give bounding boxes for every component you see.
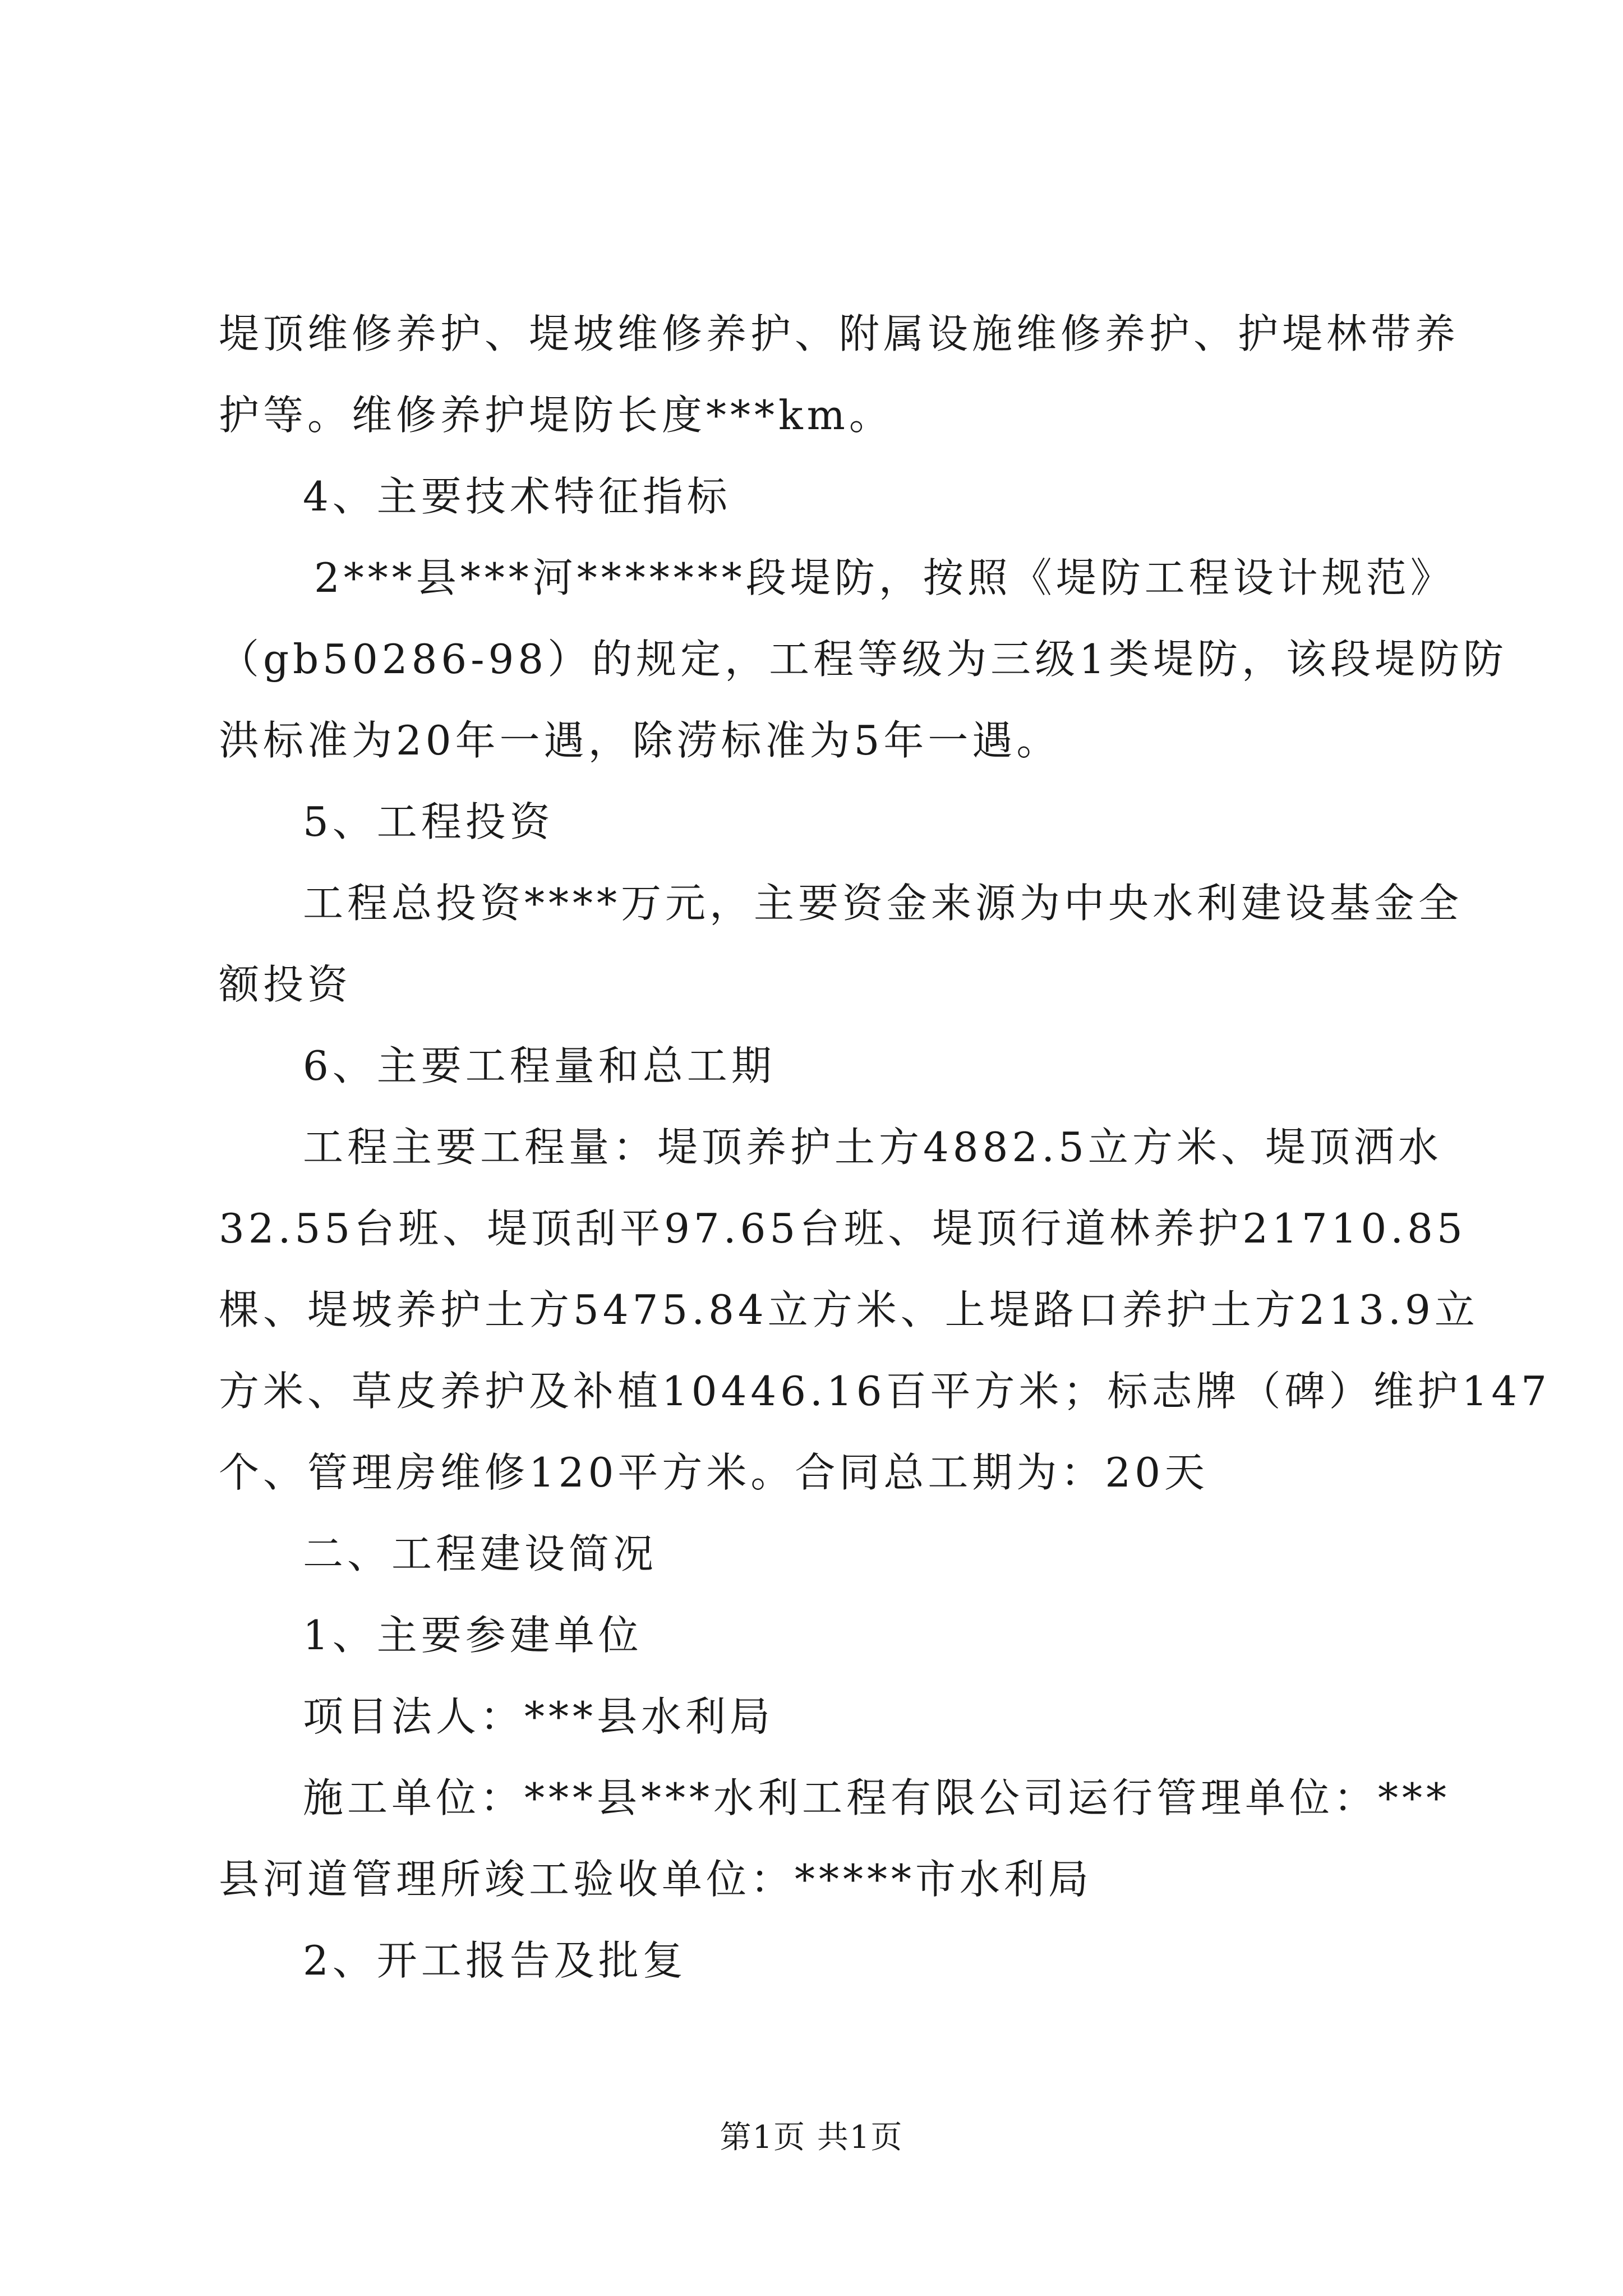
page-number-footer: 第1页 共1页 [720,2119,903,2156]
body-text-line: 棵、堤坡养护土方5475.84立方米、上堤路口养护土方213.9立 [219,1286,1479,1333]
body-text-line: 个、管理房维修120平方米。合同总工期为：20天 [219,1449,1209,1496]
section-heading: 1、主要参建单位 [303,1612,643,1659]
body-text-line: 32.55台班、堤顶刮平97.65台班、堤顶行道林养护21710.85 [219,1205,1467,1252]
body-text-line: 县河道管理所竣工验收单位：*****市水利局 [219,1856,1093,1903]
body-text-line: （gb50286-98）的规定，工程等级为三级1类堤防，该段堤防防 [219,636,1507,683]
body-text-line: 工程总投资****万元，主要资金来源为中央水利建设基金全 [303,880,1463,927]
body-text-line: 洪标准为20年一遇，除涝标准为5年一遇。 [219,717,1061,764]
body-text-line: 施工单位：***县***水利工程有限公司运行管理单位：*** [303,1774,1451,1821]
body-text-line: 护等。维修养护堤防长度***km。 [219,392,893,439]
section-heading: 5、工程投资 [303,798,554,845]
body-text-line: 堤顶维修养护、堤坡维修养护、附属设施维修养护、护堤林带养 [219,310,1460,357]
section-heading: 4、主要技术特征指标 [303,473,731,520]
body-text-line: 额投资 [219,961,352,1008]
body-text-line: 项目法人：***县水利局 [303,1693,774,1740]
body-text-line: 方米、草皮养护及补植10446.16百平方米；标志牌（碑）维护147 [219,1368,1551,1415]
body-text-line: 工程主要工程量：堤顶养护土方4882.5立方米、堤顶洒水 [303,1124,1442,1171]
body-text-line: 2***县***河*******段堤防，按照《堤防工程设计规范》 [314,554,1455,601]
section-heading: 6、主要工程量和总工期 [303,1042,776,1089]
section-heading: 二、工程建设简况 [303,1530,658,1577]
section-heading: 2、开工报告及批复 [303,1937,687,1984]
